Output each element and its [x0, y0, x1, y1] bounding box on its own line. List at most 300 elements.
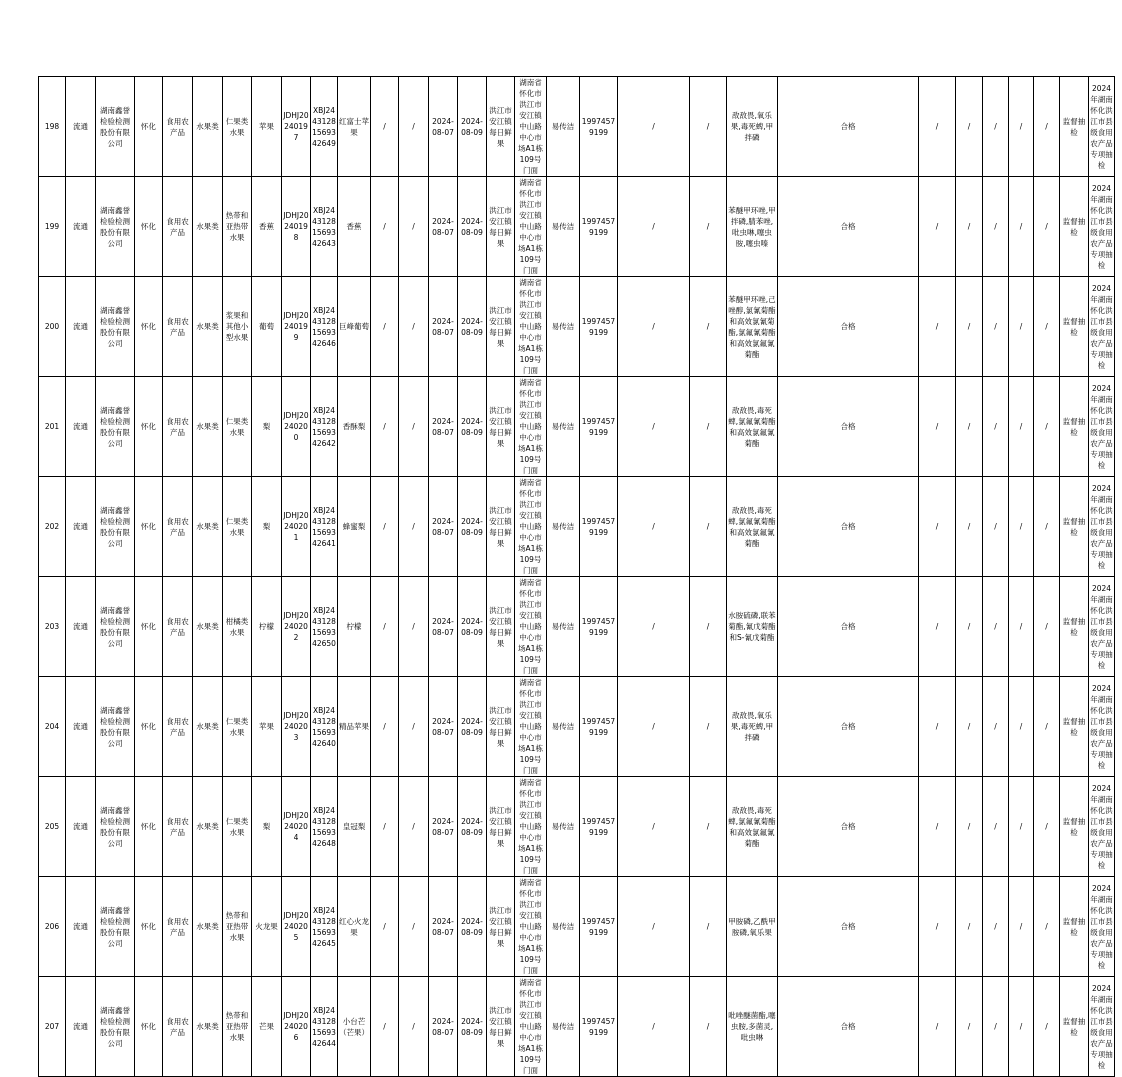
task-number-cell: JDHJ20240203: [282, 677, 311, 777]
table-row: [39, 277, 1122, 377]
spec-cell: /: [399, 677, 429, 777]
empty-cell-1: /: [618, 277, 690, 377]
empty-cell-2: /: [690, 77, 727, 177]
spec-cell: /: [399, 377, 429, 477]
sampled-unit-cell: 洪江市安江镇每日鲜果: [487, 477, 515, 577]
empty-cell-1: /: [618, 177, 690, 277]
sample-name-cell: 精品苹果: [338, 677, 371, 777]
sample-number-cell: XBJ24431281569342644: [311, 977, 338, 1077]
empty-cell-2: /: [690, 377, 727, 477]
category4-cell: 火龙果: [252, 877, 282, 977]
table-row: [39, 377, 1122, 477]
address-cell: 湖南省怀化市洪江市安江镇中山路中心市场A1栋109号门面: [515, 877, 547, 977]
empty-cell-6: /: [1009, 677, 1034, 777]
region-cell: 怀化: [135, 77, 163, 177]
category3-cell: 仁果类水果: [223, 777, 252, 877]
brand-cell: /: [371, 177, 399, 277]
test-items-cell: 敌敌畏,氧乐果,毒死蜱,甲拌磷: [727, 77, 778, 177]
address-cell: 湖南省怀化市洪江市安江镇中山路中心市场A1栋109号门面: [515, 477, 547, 577]
empty-cell-5: /: [983, 877, 1009, 977]
category1-cell: 食用农产品: [163, 377, 193, 477]
category2-cell: 水果类: [193, 377, 223, 477]
empty-cell-2: /: [690, 677, 727, 777]
empty-cell-2: /: [690, 877, 727, 977]
row-number: 199: [39, 177, 66, 277]
result-cell: 合格: [778, 777, 919, 877]
empty-cell-7: /: [1034, 977, 1060, 1077]
remark-cell: 2024年湖南怀化洪江市县级食用农产品专项抽检: [1089, 877, 1115, 977]
task-number-cell: JDHJ20240199: [282, 277, 311, 377]
empty-cell-7: /: [1034, 377, 1060, 477]
task-number-cell: JDHJ20240205: [282, 877, 311, 977]
address-cell: 湖南省怀化市洪江市安江镇中山路中心市场A1栋109号门面: [515, 677, 547, 777]
brand-cell: /: [371, 977, 399, 1077]
category3-cell: 仁果类水果: [223, 377, 252, 477]
inspection-type-cell: 监督抽检: [1060, 277, 1089, 377]
sampled-unit-cell: 洪江市安江镇每日鲜果: [487, 577, 515, 677]
empty-cell-7: /: [1034, 577, 1060, 677]
row-number: 198: [39, 77, 66, 177]
contact-cell: 易传洁: [547, 377, 580, 477]
category4-cell: 芒果: [252, 977, 282, 1077]
address-cell: 湖南省怀化市洪江市安江镇中山路中心市场A1栋109号门面: [515, 377, 547, 477]
link-cell: 流通: [66, 77, 96, 177]
remark-cell: 2024年湖南怀化洪江市县级食用农产品专项抽检: [1089, 577, 1115, 677]
org-cell: 湖南鑫誉检验检测股份有限公司: [96, 477, 135, 577]
category3-cell: 热带和亚热带水果: [223, 177, 252, 277]
production-date-cell: 2024-08-07: [429, 577, 458, 677]
inspection-type-cell: 监督抽检: [1060, 777, 1089, 877]
spec-cell: /: [399, 477, 429, 577]
category3-cell: 柑橘类水果: [223, 577, 252, 677]
phone-cell: 19974579199: [580, 477, 618, 577]
contact-cell: 易传洁: [547, 177, 580, 277]
empty-cell-3: /: [919, 577, 956, 677]
row-number: 204: [39, 677, 66, 777]
sampled-unit-cell: 洪江市安江镇每日鲜果: [487, 77, 515, 177]
region-cell: 怀化: [135, 977, 163, 1077]
sampled-unit-cell: 洪江市安江镇每日鲜果: [487, 977, 515, 1077]
empty-cell-5: /: [983, 377, 1009, 477]
phone-cell: 19974579199: [580, 77, 618, 177]
sample-number-cell: XBJ24431281569342646: [311, 277, 338, 377]
row-number: 200: [39, 277, 66, 377]
category2-cell: 水果类: [193, 877, 223, 977]
result-cell: 合格: [778, 277, 919, 377]
remark-cell: 2024年湖南怀化洪江市县级食用农产品专项抽检: [1089, 377, 1115, 477]
empty-cell-6: /: [1009, 77, 1034, 177]
empty-cell-3: /: [919, 477, 956, 577]
empty-cell-2: /: [690, 177, 727, 277]
empty-cell-4: /: [956, 177, 983, 277]
test-date-cell: 2024-08-09: [458, 577, 487, 677]
empty-cell-3: /: [919, 777, 956, 877]
remark-cell: 2024年湖南怀化洪江市县级食用农产品专项抽检: [1089, 977, 1115, 1077]
category1-cell: 食用农产品: [163, 677, 193, 777]
table-row: [39, 777, 1122, 877]
phone-cell: 19974579199: [580, 977, 618, 1077]
empty-cell-6: /: [1009, 277, 1034, 377]
row-number: 201: [39, 377, 66, 477]
results-table: [38, 76, 1122, 1077]
sample-number-cell: XBJ24431281569342645: [311, 877, 338, 977]
result-cell: 合格: [778, 77, 919, 177]
empty-cell-3: /: [919, 977, 956, 1077]
org-cell: 湖南鑫誉检验检测股份有限公司: [96, 777, 135, 877]
empty-cell-4: /: [956, 77, 983, 177]
task-number-cell: JDHJ20240198: [282, 177, 311, 277]
phone-cell: 19974579199: [580, 877, 618, 977]
category3-cell: 仁果类水果: [223, 677, 252, 777]
sample-name-cell: 皇冠梨: [338, 777, 371, 877]
empty-cell-3: /: [919, 677, 956, 777]
result-cell: 合格: [778, 877, 919, 977]
spec-cell: /: [399, 177, 429, 277]
test-date-cell: 2024-08-09: [458, 377, 487, 477]
empty-cell-6: /: [1009, 377, 1034, 477]
brand-cell: /: [371, 377, 399, 477]
category2-cell: 水果类: [193, 177, 223, 277]
inspection-type-cell: 监督抽检: [1060, 477, 1089, 577]
production-date-cell: 2024-08-07: [429, 177, 458, 277]
test-date-cell: 2024-08-09: [458, 977, 487, 1077]
contact-cell: 易传洁: [547, 277, 580, 377]
address-cell: 湖南省怀化市洪江市安江镇中山路中心市场A1栋109号门面: [515, 77, 547, 177]
empty-cell-7: /: [1034, 877, 1060, 977]
test-date-cell: 2024-08-09: [458, 777, 487, 877]
empty-cell-7: /: [1034, 77, 1060, 177]
empty-cell-4: /: [956, 977, 983, 1077]
link-cell: 流通: [66, 177, 96, 277]
remark-cell: 2024年湖南怀化洪江市县级食用农产品专项抽检: [1089, 277, 1115, 377]
category3-cell: 仁果类水果: [223, 477, 252, 577]
production-date-cell: 2024-08-07: [429, 677, 458, 777]
link-cell: 流通: [66, 977, 96, 1077]
empty-cell-2: /: [690, 477, 727, 577]
inspection-type-cell: 监督抽检: [1060, 577, 1089, 677]
test-items-cell: 敌敌畏,毒死蜱,氯氟氰菊酯和高效氯氟氰菊酯: [727, 477, 778, 577]
table-row: [39, 77, 1122, 177]
category1-cell: 食用农产品: [163, 577, 193, 677]
inspection-type-cell: 监督抽检: [1060, 177, 1089, 277]
category2-cell: 水果类: [193, 277, 223, 377]
brand-cell: /: [371, 277, 399, 377]
category4-cell: 梨: [252, 477, 282, 577]
row-number: 203: [39, 577, 66, 677]
task-number-cell: JDHJ20240206: [282, 977, 311, 1077]
task-number-cell: JDHJ20240197: [282, 77, 311, 177]
test-date-cell: 2024-08-09: [458, 677, 487, 777]
category1-cell: 食用农产品: [163, 877, 193, 977]
category2-cell: 水果类: [193, 777, 223, 877]
empty-cell-5: /: [983, 577, 1009, 677]
org-cell: 湖南鑫誉检验检测股份有限公司: [96, 177, 135, 277]
contact-cell: 易传洁: [547, 577, 580, 677]
empty-cell-5: /: [983, 477, 1009, 577]
empty-cell-6: /: [1009, 577, 1034, 677]
test-date-cell: 2024-08-09: [458, 877, 487, 977]
table-row: [39, 577, 1122, 677]
region-cell: 怀化: [135, 277, 163, 377]
region-cell: 怀化: [135, 177, 163, 277]
production-date-cell: 2024-08-07: [429, 377, 458, 477]
category4-cell: 苹果: [252, 77, 282, 177]
remark-cell: 2024年湖南怀化洪江市县级食用农产品专项抽检: [1089, 477, 1115, 577]
contact-cell: 易传洁: [547, 877, 580, 977]
contact-cell: 易传洁: [547, 677, 580, 777]
link-cell: 流通: [66, 577, 96, 677]
category4-cell: 梨: [252, 377, 282, 477]
spec-cell: /: [399, 77, 429, 177]
test-date-cell: 2024-08-09: [458, 477, 487, 577]
category4-cell: 香蕉: [252, 177, 282, 277]
phone-cell: 19974579199: [580, 777, 618, 877]
empty-cell-1: /: [618, 677, 690, 777]
test-items-cell: 甲胺磷,乙酰甲胺磷,氧乐果: [727, 877, 778, 977]
test-items-cell: 敌敌畏,毒死蜱,氯氟氰菊酯和高效氯氟氰菊酯: [727, 777, 778, 877]
test-items-cell: 吡唑醚菌酯,噻虫胺,多菌灵,吡虫啉: [727, 977, 778, 1077]
link-cell: 流通: [66, 677, 96, 777]
category3-cell: 热带和亚热带水果: [223, 977, 252, 1077]
empty-cell-5: /: [983, 777, 1009, 877]
sampled-unit-cell: 洪江市安江镇每日鲜果: [487, 677, 515, 777]
test-date-cell: 2024-08-09: [458, 277, 487, 377]
org-cell: 湖南鑫誉检验检测股份有限公司: [96, 877, 135, 977]
table-row: [39, 877, 1122, 977]
sampled-unit-cell: 洪江市安江镇每日鲜果: [487, 777, 515, 877]
inspection-type-cell: 监督抽检: [1060, 77, 1089, 177]
sampled-unit-cell: 洪江市安江镇每日鲜果: [487, 377, 515, 477]
empty-cell-1: /: [618, 777, 690, 877]
category3-cell: 仁果类水果: [223, 77, 252, 177]
sampled-unit-cell: 洪江市安江镇每日鲜果: [487, 277, 515, 377]
task-number-cell: JDHJ20240204: [282, 777, 311, 877]
empty-cell-5: /: [983, 977, 1009, 1077]
link-cell: 流通: [66, 777, 96, 877]
test-items-cell: 敌敌畏,毒死蜱,氯氟氰菊酯和高效氯氟氰菊酯: [727, 377, 778, 477]
empty-cell-4: /: [956, 377, 983, 477]
empty-cell-1: /: [618, 877, 690, 977]
sample-name-cell: 小台芒（芒果）: [338, 977, 371, 1077]
brand-cell: /: [371, 577, 399, 677]
row-number: 206: [39, 877, 66, 977]
inspection-type-cell: 监督抽检: [1060, 677, 1089, 777]
empty-cell-7: /: [1034, 677, 1060, 777]
empty-cell-6: /: [1009, 777, 1034, 877]
sampled-unit-cell: 洪江市安江镇每日鲜果: [487, 877, 515, 977]
phone-cell: 19974579199: [580, 377, 618, 477]
region-cell: 怀化: [135, 877, 163, 977]
contact-cell: 易传洁: [547, 777, 580, 877]
org-cell: 湖南鑫誉检验检测股份有限公司: [96, 977, 135, 1077]
empty-cell-4: /: [956, 877, 983, 977]
link-cell: 流通: [66, 477, 96, 577]
result-cell: 合格: [778, 677, 919, 777]
phone-cell: 19974579199: [580, 177, 618, 277]
empty-cell-1: /: [618, 377, 690, 477]
table-row: [39, 977, 1122, 1077]
empty-cell-5: /: [983, 177, 1009, 277]
empty-cell-1: /: [618, 977, 690, 1077]
task-number-cell: JDHJ20240201: [282, 477, 311, 577]
sample-number-cell: XBJ24431281569342641: [311, 477, 338, 577]
row-number: 202: [39, 477, 66, 577]
sample-name-cell: 香蕉: [338, 177, 371, 277]
category1-cell: 食用农产品: [163, 777, 193, 877]
empty-cell-3: /: [919, 77, 956, 177]
org-cell: 湖南鑫誉检验检测股份有限公司: [96, 577, 135, 677]
sample-name-cell: 香酥梨: [338, 377, 371, 477]
category1-cell: 食用农产品: [163, 77, 193, 177]
result-cell: 合格: [778, 977, 919, 1077]
address-cell: 湖南省怀化市洪江市安江镇中山路中心市场A1栋109号门面: [515, 777, 547, 877]
remark-cell: 2024年湖南怀化洪江市县级食用农产品专项抽检: [1089, 177, 1115, 277]
region-cell: 怀化: [135, 677, 163, 777]
region-cell: 怀化: [135, 577, 163, 677]
org-cell: 湖南鑫誉检验检测股份有限公司: [96, 77, 135, 177]
task-number-cell: JDHJ20240202: [282, 577, 311, 677]
test-date-cell: 2024-08-09: [458, 177, 487, 277]
empty-cell-4: /: [956, 477, 983, 577]
brand-cell: /: [371, 77, 399, 177]
inspection-type-cell: 监督抽检: [1060, 877, 1089, 977]
empty-cell-6: /: [1009, 977, 1034, 1077]
category1-cell: 食用农产品: [163, 177, 193, 277]
result-cell: 合格: [778, 477, 919, 577]
sample-number-cell: XBJ24431281569342643: [311, 177, 338, 277]
sample-number-cell: XBJ24431281569342648: [311, 777, 338, 877]
phone-cell: 19974579199: [580, 677, 618, 777]
category2-cell: 水果类: [193, 477, 223, 577]
region-cell: 怀化: [135, 377, 163, 477]
link-cell: 流通: [66, 877, 96, 977]
production-date-cell: 2024-08-07: [429, 877, 458, 977]
empty-cell-1: /: [618, 477, 690, 577]
category4-cell: 苹果: [252, 677, 282, 777]
empty-cell-3: /: [919, 277, 956, 377]
address-cell: 湖南省怀化市洪江市安江镇中山路中心市场A1栋109号门面: [515, 577, 547, 677]
empty-cell-1: /: [618, 77, 690, 177]
result-cell: 合格: [778, 177, 919, 277]
empty-cell-2: /: [690, 577, 727, 677]
spec-cell: /: [399, 577, 429, 677]
remark-cell: 2024年湖南怀化洪江市县级食用农产品专项抽检: [1089, 677, 1115, 777]
empty-cell-3: /: [919, 877, 956, 977]
empty-cell-2: /: [690, 777, 727, 877]
sample-name-cell: 红心火龙果: [338, 877, 371, 977]
category4-cell: 葡萄: [252, 277, 282, 377]
test-date-cell: 2024-08-09: [458, 77, 487, 177]
phone-cell: 19974579199: [580, 277, 618, 377]
category1-cell: 食用农产品: [163, 477, 193, 577]
empty-cell-5: /: [983, 277, 1009, 377]
spec-cell: /: [399, 277, 429, 377]
empty-cell-4: /: [956, 577, 983, 677]
category2-cell: 水果类: [193, 977, 223, 1077]
empty-cell-6: /: [1009, 877, 1034, 977]
test-items-cell: 敌敌畏,氧乐果,毒死蜱,甲拌磷: [727, 677, 778, 777]
brand-cell: /: [371, 677, 399, 777]
empty-cell-6: /: [1009, 177, 1034, 277]
empty-cell-5: /: [983, 677, 1009, 777]
sample-number-cell: XBJ24431281569342642: [311, 377, 338, 477]
spec-cell: /: [399, 977, 429, 1077]
sample-name-cell: 巨峰葡萄: [338, 277, 371, 377]
empty-cell-4: /: [956, 677, 983, 777]
phone-cell: 19974579199: [580, 577, 618, 677]
empty-cell-7: /: [1034, 477, 1060, 577]
sample-name-cell: 蜂蜜梨: [338, 477, 371, 577]
category4-cell: 柠檬: [252, 577, 282, 677]
table-row: [39, 477, 1122, 577]
category1-cell: 食用农产品: [163, 277, 193, 377]
spec-cell: /: [399, 877, 429, 977]
task-number-cell: JDHJ20240200: [282, 377, 311, 477]
test-items-cell: 水胺硫磷,联苯菊酯,氰戊菊酯和S-氰戊菊酯: [727, 577, 778, 677]
org-cell: 湖南鑫誉检验检测股份有限公司: [96, 677, 135, 777]
contact-cell: 易传洁: [547, 977, 580, 1077]
contact-cell: 易传洁: [547, 77, 580, 177]
empty-cell-2: /: [690, 977, 727, 1077]
category2-cell: 水果类: [193, 77, 223, 177]
contact-cell: 易传洁: [547, 477, 580, 577]
remark-cell: 2024年湖南怀化洪江市县级食用农产品专项抽检: [1089, 777, 1115, 877]
empty-cell-6: /: [1009, 477, 1034, 577]
empty-cell-7: /: [1034, 277, 1060, 377]
empty-cell-7: /: [1034, 777, 1060, 877]
org-cell: 湖南鑫誉检验检测股份有限公司: [96, 277, 135, 377]
inspection-type-cell: 监督抽检: [1060, 377, 1089, 477]
sample-name-cell: 柠檬: [338, 577, 371, 677]
test-items-cell: 苯醚甲环唑,己唑醇,氯氰菊酯和高效氯氰菊酯,氯氟氰菊酯和高效氯氟氰菊酯: [727, 277, 778, 377]
sample-number-cell: XBJ24431281569342640: [311, 677, 338, 777]
category4-cell: 梨: [252, 777, 282, 877]
category2-cell: 水果类: [193, 677, 223, 777]
category3-cell: 热带和亚热带水果: [223, 877, 252, 977]
category2-cell: 水果类: [193, 577, 223, 677]
empty-cell-1: /: [618, 577, 690, 677]
sampled-unit-cell: 洪江市安江镇每日鲜果: [487, 177, 515, 277]
table-row: [39, 177, 1122, 277]
org-cell: 湖南鑫誉检验检测股份有限公司: [96, 377, 135, 477]
empty-cell-5: /: [983, 77, 1009, 177]
brand-cell: /: [371, 777, 399, 877]
empty-cell-3: /: [919, 177, 956, 277]
address-cell: 湖南省怀化市洪江市安江镇中山路中心市场A1栋109号门面: [515, 177, 547, 277]
test-items-cell: 苯醚甲环唑,甲拌磷,腈苯唑,吡虫啉,噻虫胺,噻虫嗪: [727, 177, 778, 277]
result-cell: 合格: [778, 377, 919, 477]
production-date-cell: 2024-08-07: [429, 777, 458, 877]
production-date-cell: 2024-08-07: [429, 977, 458, 1077]
row-number: 205: [39, 777, 66, 877]
category1-cell: 食用农产品: [163, 977, 193, 1077]
production-date-cell: 2024-08-07: [429, 277, 458, 377]
inspection-type-cell: 监督抽检: [1060, 977, 1089, 1077]
empty-cell-3: /: [919, 377, 956, 477]
region-cell: 怀化: [135, 477, 163, 577]
empty-cell-7: /: [1034, 177, 1060, 277]
address-cell: 湖南省怀化市洪江市安江镇中山路中心市场A1栋109号门面: [515, 277, 547, 377]
brand-cell: /: [371, 477, 399, 577]
empty-cell-2: /: [690, 277, 727, 377]
production-date-cell: 2024-08-07: [429, 77, 458, 177]
link-cell: 流通: [66, 377, 96, 477]
sample-name-cell: 红富士苹果: [338, 77, 371, 177]
address-cell: 湖南省怀化市洪江市安江镇中山路中心市场A1栋109号门面: [515, 977, 547, 1077]
sample-number-cell: XBJ24431281569342650: [311, 577, 338, 677]
region-cell: 怀化: [135, 777, 163, 877]
result-cell: 合格: [778, 577, 919, 677]
